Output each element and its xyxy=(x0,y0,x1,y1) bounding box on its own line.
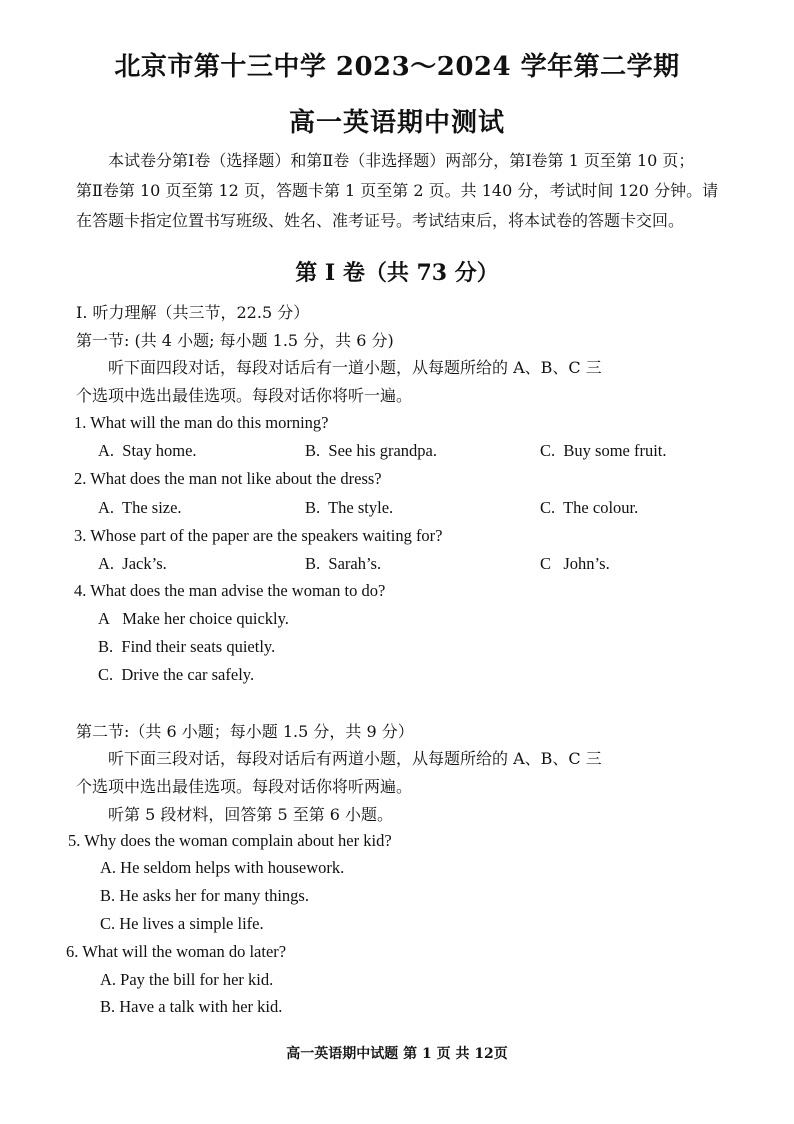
option-text: He seldom helps with housework. xyxy=(120,858,345,877)
option-c xyxy=(98,665,254,685)
option-letter: A. xyxy=(98,441,115,460)
option-b xyxy=(305,441,437,461)
option-letter: A. xyxy=(98,498,115,517)
option-letter: C. xyxy=(540,498,556,517)
instruction-line: 听下面三段对话，每段对话后有两道小题，从每题所给的 A、B、C 三 xyxy=(108,749,602,768)
option-b xyxy=(100,997,282,1017)
option-letter: A. xyxy=(100,970,117,989)
exam-instructions xyxy=(76,146,722,236)
question-stem: 3. Whose part of the paper are the speakers waiting for? xyxy=(74,526,443,545)
option-letter: B. xyxy=(305,554,321,573)
option-c xyxy=(540,498,638,518)
section-instruction xyxy=(76,745,722,829)
instructions-line: 第Ⅱ卷第 10 页至第 12 页，答题卡第 1 页至第 2 页。共 140 分，考试时间 120 分钟。请 xyxy=(76,181,719,200)
section-instruction xyxy=(76,354,722,410)
section-heading: 第一节: (共 4 小题; 每小题 1.5 分，共 6 分) xyxy=(76,331,394,350)
option-letter: B. xyxy=(100,997,116,1016)
question-stem: 4. What does the man advise the woman to do? xyxy=(74,581,386,600)
option-a xyxy=(98,609,289,629)
option-a xyxy=(98,441,197,461)
instruction-line: 个选项中选出最佳选项。每段对话你将听一遍。 xyxy=(76,386,413,405)
option-text: John’s. xyxy=(563,554,610,573)
option-letter: C xyxy=(540,554,552,573)
instruction-line: 听下面四段对话，每段对话后有一道小题，从每题所给的 A、B、C 三 xyxy=(108,358,602,377)
option-text: Find their seats quietly. xyxy=(121,637,276,656)
option-b xyxy=(305,554,381,574)
option-letter: B. xyxy=(305,498,321,517)
option-b xyxy=(98,637,275,657)
exam-subtitle: 高一英语期中测试 xyxy=(288,108,505,138)
option-a xyxy=(100,858,344,878)
option-text: He lives a simple life. xyxy=(119,914,264,933)
question-stem: 2. What does the man not like about the dress? xyxy=(74,469,382,488)
instruction-line: 个选项中选出最佳选项。每段对话你将听两遍。 xyxy=(76,777,413,796)
option-text: The size. xyxy=(122,498,182,517)
page-footer: 高一英语期中试题 第 1 页 共 12页 xyxy=(286,1046,508,1062)
option-text: Make her choice quickly. xyxy=(122,609,289,628)
option-a xyxy=(98,498,182,518)
instructions-line: 本试卷分第Ⅰ卷（选择题）和第Ⅱ卷（非选择题）两部分，第Ⅰ卷第 1 页至第 10 页； xyxy=(108,151,695,170)
exam-title: 北京市第十三中学 2023～2024 学年第二学期 xyxy=(114,52,680,82)
option-text: He asks her for many things. xyxy=(119,886,309,905)
option-letter: B. xyxy=(100,886,116,905)
option-text: Jack’s. xyxy=(122,554,167,573)
instructions-line: 在答题卡指定位置书写班级、姓名、准考证号。考试结束后，将本试卷的答题卡交回。 xyxy=(76,211,685,230)
section-heading: 第二节:（共 6 小题；每小题 1.5 分，共 9 分） xyxy=(76,722,414,741)
option-letter: A xyxy=(98,609,110,628)
option-text: Sarah’s. xyxy=(328,554,382,573)
option-text: Pay the bill for her kid. xyxy=(120,970,274,989)
option-c xyxy=(540,441,667,461)
option-text: See his grandpa. xyxy=(328,441,437,460)
option-letter: C. xyxy=(100,914,116,933)
option-a xyxy=(100,970,273,990)
volume-heading: 第 I 卷（共 73 分） xyxy=(295,260,499,286)
option-letter: B. xyxy=(98,637,114,656)
option-letter: C. xyxy=(540,441,556,460)
option-letter: C. xyxy=(98,665,114,684)
option-text: Have a talk with her kid. xyxy=(119,997,283,1016)
option-letter: B. xyxy=(305,441,321,460)
option-text: The style. xyxy=(328,498,394,517)
option-b xyxy=(100,886,309,906)
option-letter: A. xyxy=(100,858,117,877)
material-note: 听第 5 段材料，回答第 5 至第 6 小题。 xyxy=(108,805,394,824)
option-text: Stay home. xyxy=(122,441,197,460)
question-stem: 1. What will the man do this morning? xyxy=(74,413,329,432)
option-text: The colour. xyxy=(563,498,639,517)
option-a xyxy=(98,554,167,574)
part-heading: I. 听力理解（共三节，22.5 分） xyxy=(76,303,310,322)
option-c xyxy=(540,554,610,574)
option-letter: A. xyxy=(98,554,115,573)
option-text: Buy some fruit. xyxy=(563,441,667,460)
question-stem: 6. What will the woman do later? xyxy=(66,942,287,961)
option-c xyxy=(100,914,264,934)
option-text: Drive the car safely. xyxy=(121,665,255,684)
question-stem: 5. Why does the woman complain about her kid? xyxy=(68,831,392,850)
option-b xyxy=(305,498,393,518)
